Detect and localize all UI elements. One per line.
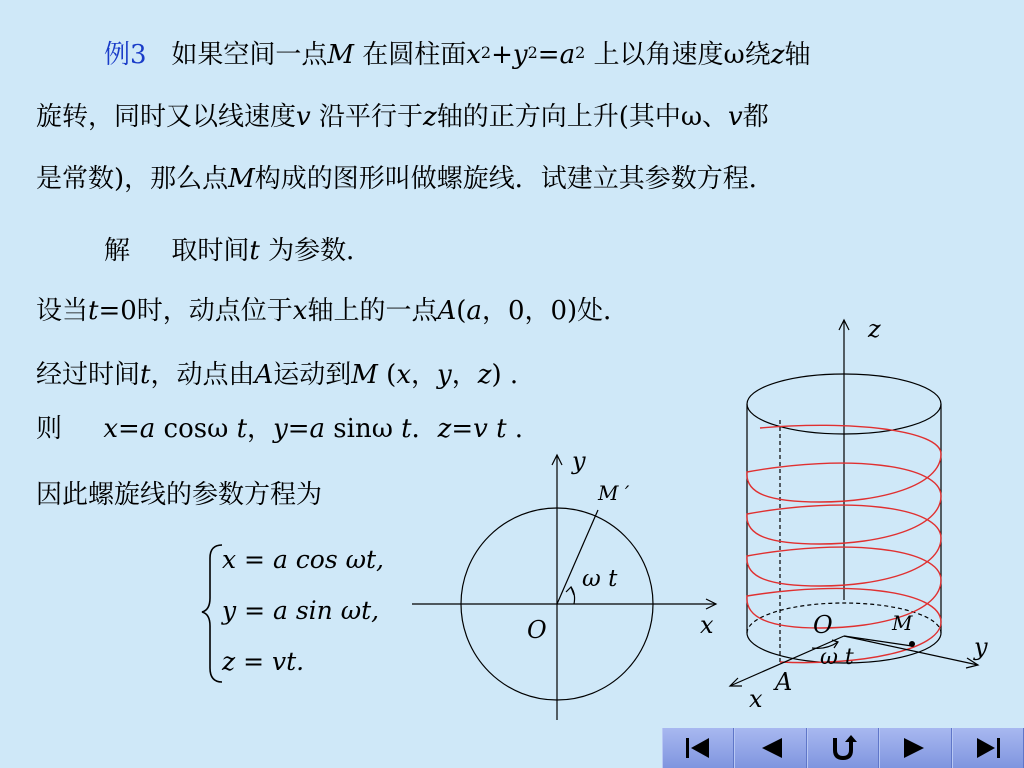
return-button[interactable] — [807, 728, 879, 768]
circle-x-label: x — [700, 611, 714, 639]
last-page-icon — [971, 735, 1005, 761]
equation-x: x = a cos ωt, — [222, 545, 384, 574]
first-page-button[interactable] — [662, 728, 734, 768]
cyl-z-label: z — [868, 315, 881, 343]
example-line-1: 例3 如果空间一点M 在圆柱面$x^2+y^2=a^2$ 上以角速度ω绕z轴 — [104, 40, 811, 70]
cylinder-figure — [730, 320, 978, 686]
circle-figure — [412, 455, 716, 720]
solution-line-2: 设当t=0时，动点位于x轴上的一点A(a，0，0)处． — [36, 296, 630, 326]
cyl-y-axis — [844, 636, 978, 665]
circle-y-label: y — [572, 447, 586, 475]
cyl-y-label: y — [974, 633, 988, 661]
left-brace — [202, 545, 222, 682]
cyl-point-a-label: A — [775, 668, 793, 696]
solution-line-1: 解 取时间t 为参数． — [104, 236, 373, 266]
circle-origin-label: O — [527, 616, 547, 644]
cyl-x-label: x — [749, 685, 763, 713]
return-icon — [826, 734, 860, 762]
example-label: 例3 — [104, 40, 147, 70]
solution-label: 解 — [104, 236, 131, 266]
solution-line-5: 因此螺旋线的参数方程为 — [36, 480, 323, 510]
previous-page-button[interactable] — [734, 728, 806, 768]
cyl-radius-om — [844, 636, 912, 646]
last-page-button[interactable] — [952, 728, 1024, 768]
next-page-icon — [898, 735, 932, 761]
example-line-2: 旋转，同时又以线速度v 沿平行于z轴的正方向上升(其中ω、v都 — [36, 102, 769, 132]
slide-navigation — [662, 728, 1024, 768]
example-line-3: 是常数)，那么点M构成的图形叫做螺旋线．试建立其参数方程． — [36, 164, 775, 194]
first-page-icon — [681, 735, 715, 761]
equation-z: z = vt. — [222, 647, 305, 676]
cyl-point-m-label: M — [892, 611, 913, 635]
cyl-origin-label: O — [813, 611, 833, 639]
circle-point-label: M ′ — [598, 481, 630, 505]
solution-line-3: 经过时间t，动点由A运动到M (x，y，z) . — [36, 360, 519, 390]
solution-line-4: 则 x=a cosω t，y=a sinω t．z=v t . — [36, 414, 524, 444]
parametric-system — [202, 545, 384, 682]
circle-angle-label: ω t — [582, 566, 618, 592]
angle-arrow — [566, 587, 574, 595]
next-page-button[interactable] — [879, 728, 951, 768]
point-m-dot — [909, 641, 915, 647]
cyl-angle-label: ω t — [820, 645, 854, 670]
previous-page-icon — [754, 735, 788, 761]
equation-y: y = a sin ωt, — [222, 596, 380, 625]
